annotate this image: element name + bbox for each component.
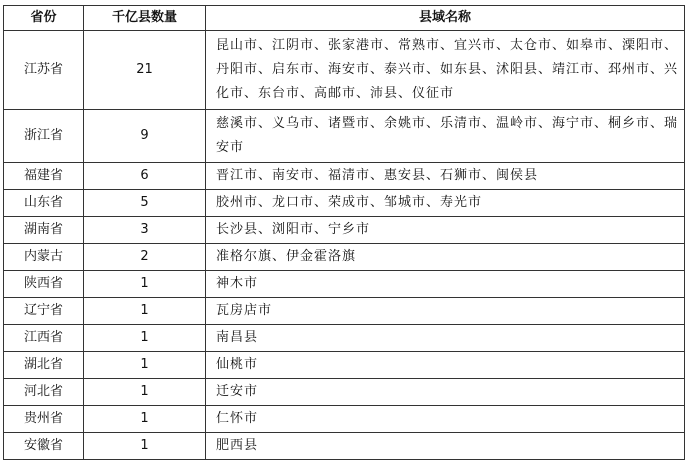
- county-table-container: [3, 5, 685, 460]
- table-row: [4, 271, 685, 298]
- names-cell: 胶州市、龙口市、荣成市、邹城市、寿光市: [206, 190, 685, 217]
- table-row: [4, 217, 685, 244]
- header-province: 省份: [4, 6, 84, 31]
- header-names: 县域名称: [206, 6, 685, 31]
- province-cell: 江西省: [4, 325, 84, 352]
- count-cell: 3: [84, 217, 206, 244]
- names-cell: 准格尔旗、伊金霍洛旗: [206, 244, 685, 271]
- names-cell: 昆山市、江阴市、张家港市、常熟市、宜兴市、太仓市、如皋市、溧阳市、丹阳市、启东市、海安市、泰兴市、如东县、沭阳县、靖江市、邳州市、兴化市、东台市、高邮市、沛县、仪征市: [206, 31, 685, 110]
- province-cell: 湖南省: [4, 217, 84, 244]
- province-cell: 福建省: [4, 163, 84, 190]
- names-cell: 迁安市: [206, 379, 685, 406]
- table-row: [4, 379, 685, 406]
- table-row: [4, 110, 685, 163]
- count-cell: 6: [84, 163, 206, 190]
- table-row: [4, 163, 685, 190]
- county-economy-table: [3, 5, 685, 460]
- province-cell: 江苏省: [4, 31, 84, 110]
- table-row: [4, 406, 685, 433]
- province-cell: 河北省: [4, 379, 84, 406]
- count-cell: 2: [84, 244, 206, 271]
- province-cell: 贵州省: [4, 406, 84, 433]
- names-cell: 晋江市、南安市、福清市、惠安县、石狮市、闽侯县: [206, 163, 685, 190]
- count-cell: 1: [84, 406, 206, 433]
- province-cell: 内蒙古: [4, 244, 84, 271]
- names-cell: 仙桃市: [206, 352, 685, 379]
- table-row: [4, 433, 685, 460]
- names-cell: 南昌县: [206, 325, 685, 352]
- table-row: [4, 244, 685, 271]
- province-cell: 山东省: [4, 190, 84, 217]
- names-cell: 慈溪市、义乌市、诸暨市、余姚市、乐清市、温岭市、海宁市、桐乡市、瑞安市: [206, 110, 685, 163]
- table-row: [4, 190, 685, 217]
- count-cell: 1: [84, 298, 206, 325]
- count-cell: 9: [84, 110, 206, 163]
- table-row: [4, 352, 685, 379]
- table-row: [4, 31, 685, 110]
- count-cell: 1: [84, 325, 206, 352]
- count-cell: 21: [84, 31, 206, 110]
- names-cell: 长沙县、浏阳市、宁乡市: [206, 217, 685, 244]
- header-count: 千亿县数量: [84, 6, 206, 31]
- count-cell: 5: [84, 190, 206, 217]
- count-cell: 1: [84, 352, 206, 379]
- table-row: [4, 325, 685, 352]
- province-cell: 浙江省: [4, 110, 84, 163]
- names-cell: 瓦房店市: [206, 298, 685, 325]
- names-cell: 肥西县: [206, 433, 685, 460]
- table-header-row: [4, 6, 685, 31]
- province-cell: 湖北省: [4, 352, 84, 379]
- count-cell: 1: [84, 271, 206, 298]
- province-cell: 安徽省: [4, 433, 84, 460]
- names-cell: 神木市: [206, 271, 685, 298]
- count-cell: 1: [84, 433, 206, 460]
- table-row: [4, 298, 685, 325]
- count-cell: 1: [84, 379, 206, 406]
- province-cell: 陕西省: [4, 271, 84, 298]
- province-cell: 辽宁省: [4, 298, 84, 325]
- names-cell: 仁怀市: [206, 406, 685, 433]
